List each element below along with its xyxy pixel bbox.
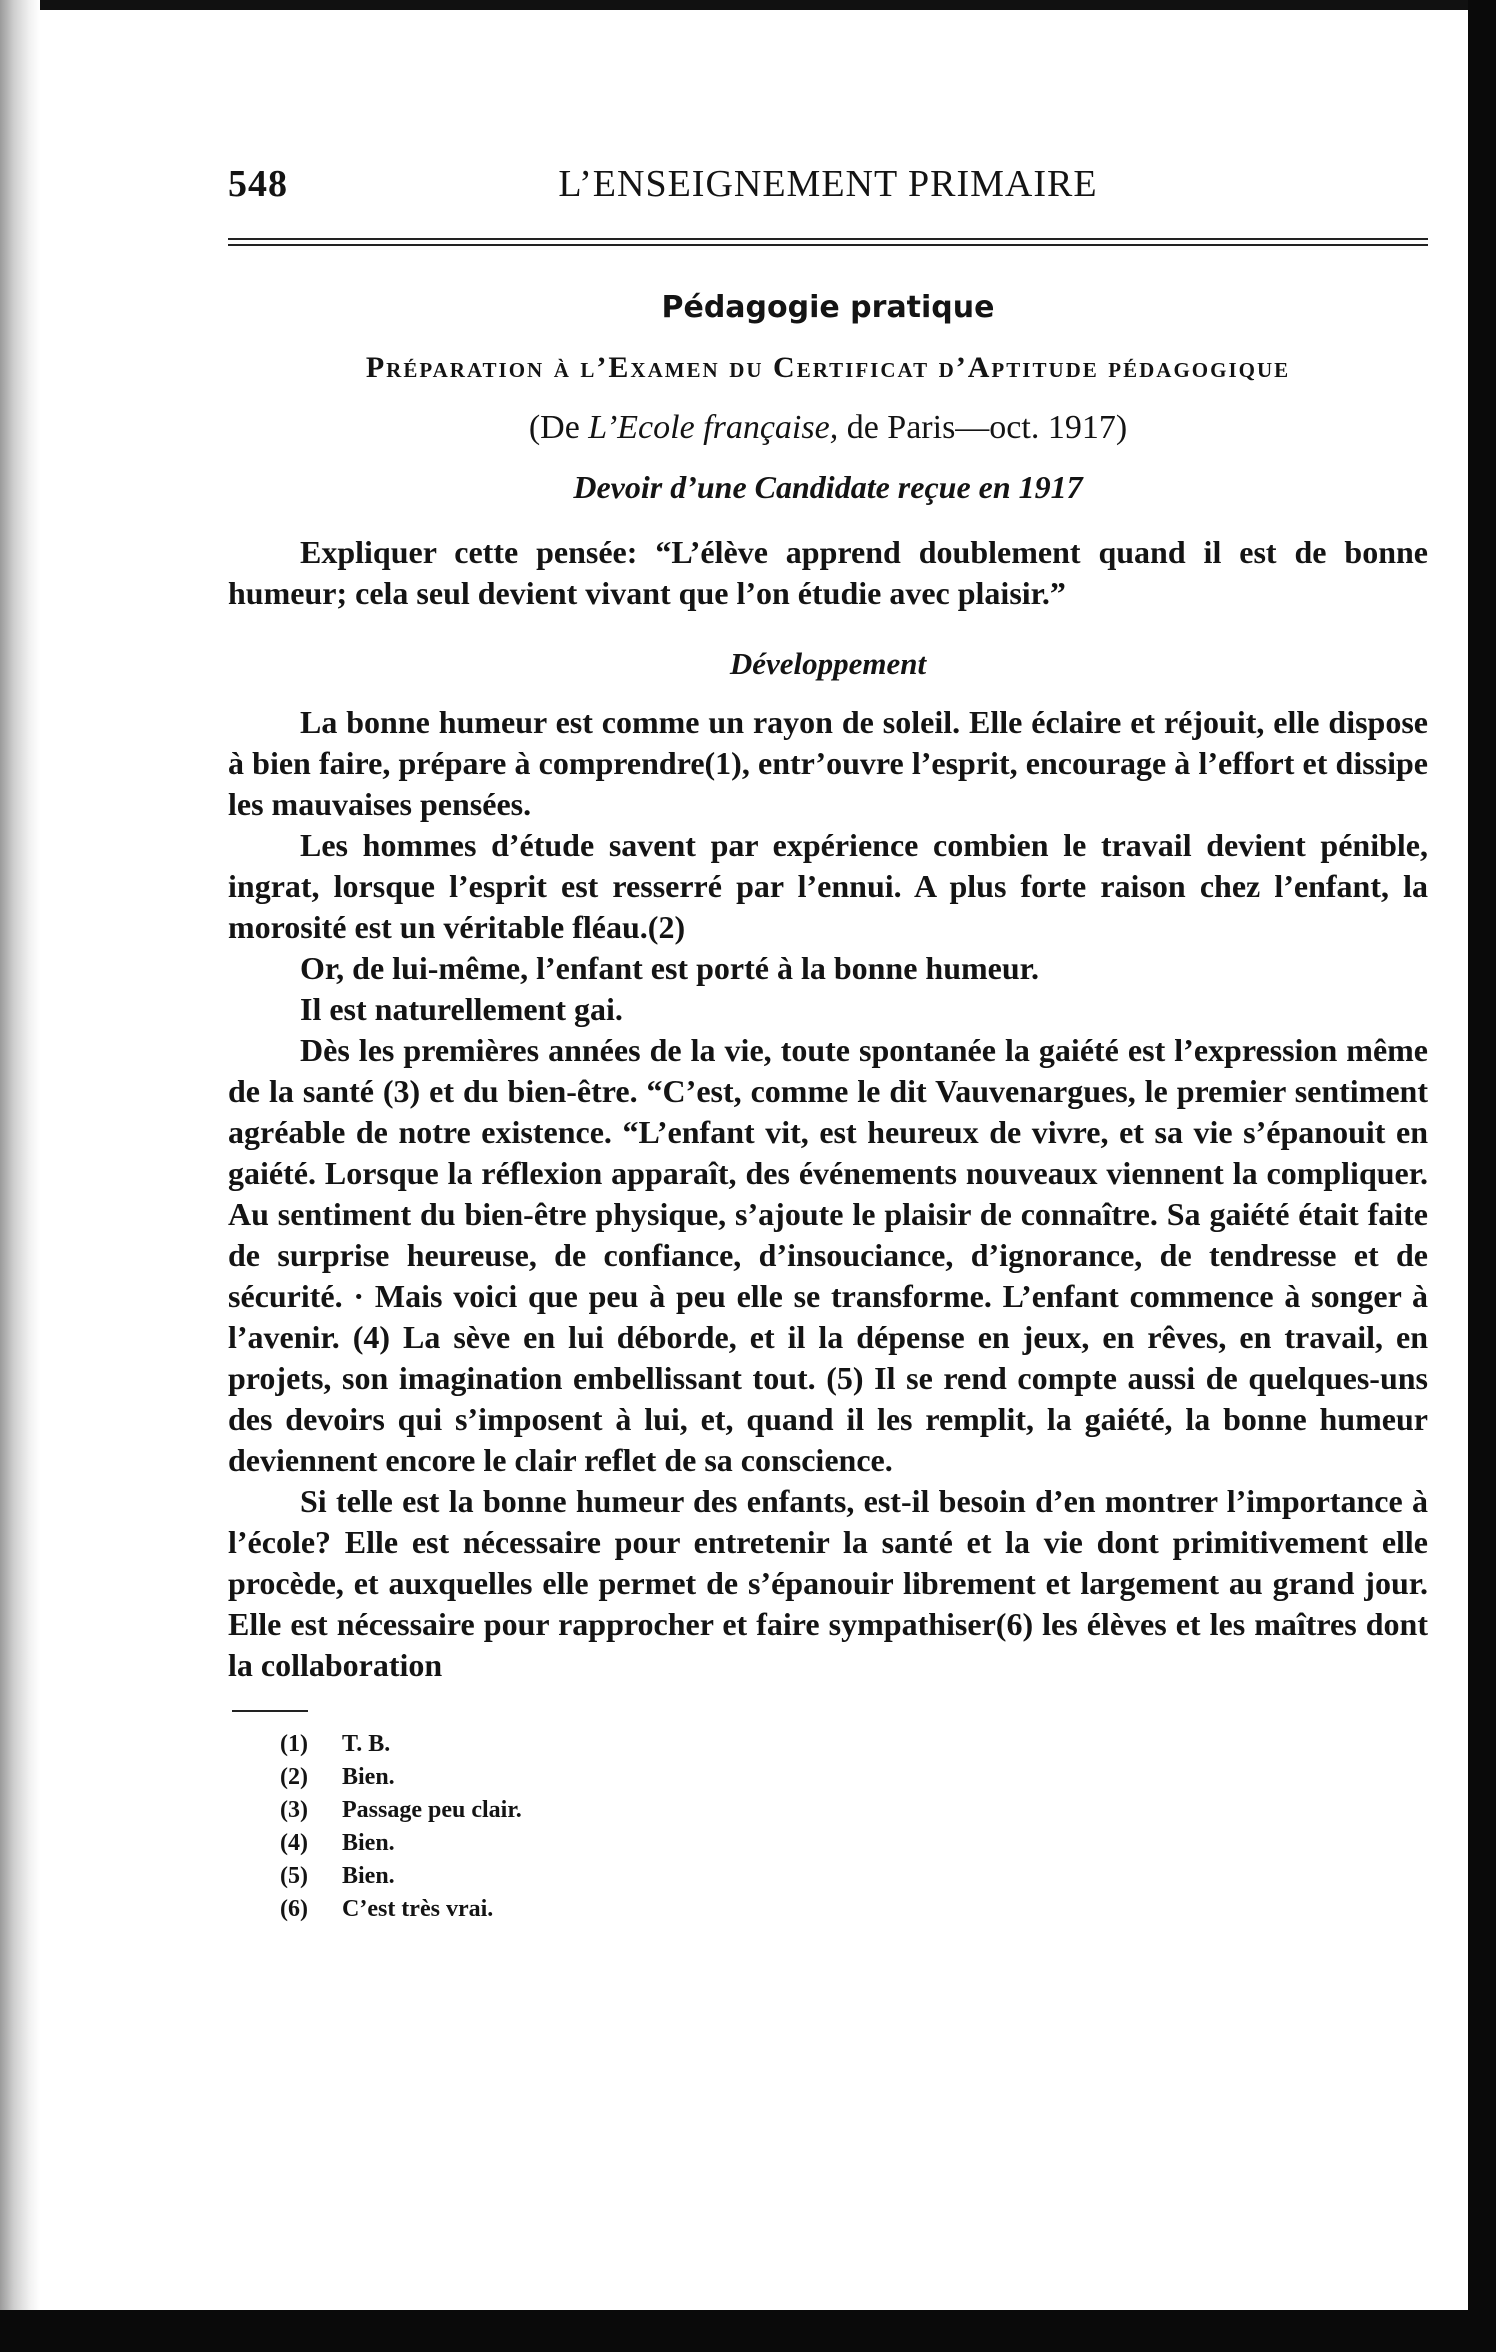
footnote-number: (6)	[280, 1896, 308, 1922]
paragraph: Or, de lui-même, l’enfant est porté à la bonne humeur.	[300, 950, 1039, 986]
footnote	[280, 1860, 1428, 1893]
paragraph: La bonne humeur est comme un rayon de soleil. Elle éclaire et réjouit, elle dispose à bien faire, prépare à comprendre(1), entr’ouvre l’esprit, encourage à l’effort et dissipe les mauvaises pensées.	[228, 704, 1428, 822]
running-title: L’ENSEIGNEMENT PRIMAIRE	[558, 163, 1098, 205]
footnote	[280, 1827, 1428, 1860]
footnote-rule	[232, 1710, 308, 1712]
footnote-number: (4)	[280, 1830, 308, 1856]
footnote-number: (2)	[280, 1764, 308, 1790]
document-page	[228, 150, 1428, 1926]
footnote-text: Bien.	[342, 1764, 395, 1790]
footnote-text: Bien.	[342, 1863, 395, 1889]
source-suffix: de Paris—oct. 1917)	[838, 409, 1128, 446]
development-heading: Développement	[729, 646, 927, 681]
scan-border-bottom	[0, 2310, 1496, 2352]
running-head	[228, 150, 1428, 210]
scan-border-right	[1468, 0, 1496, 2352]
devoir-line: Devoir d’une Candidate reçue en 1917	[573, 469, 1083, 505]
source-line	[228, 409, 1428, 447]
footnote-number: (5)	[280, 1863, 308, 1889]
page-number: 548	[228, 163, 288, 205]
footnote	[280, 1728, 1428, 1761]
source-publication: L’Ecole française,	[588, 409, 839, 446]
footnote-text: T. B.	[342, 1731, 391, 1757]
preparation-line: Préparation à l’Examen du Certificat d’Aptitude pédagogique	[365, 351, 1291, 384]
paragraph: Dès les premières années de la vie, toute spontanée la gaiété est l’expression même de la santé (3) et du bien-être. “C’est, comme le dit Vauvenargues, le premier sentiment agréable de notre existence. “L’enfant vit, est heureux de vivre, et sa vie s’épanouit en gaiété. Lorsque la réflexion apparaît, des événements nouveaux viennent la compliquer. Au sentiment du bien-être physique, s’ajoute le plaisir de connaître. Sa gaiété était faite de surprise heureuse, de confiance, d’insouciance, d’ignorance, de tendresse et de sécurité. · Mais voici que peu à peu elle se transforme. L’enfant commence à songer à l’avenir. (4) La sève en lui déborde, et il la dépense en jeux, en rêves, en travail, en projets, son imagination embellissant tout. (5) Il se rend compte aussi de quelques-uns des devoirs qui s’imposent à lui, et, quand il les remplit, la gaiété, la bonne humeur deviennent encore le clair reflet de sa conscience.	[228, 1032, 1428, 1478]
source-prefix: (De	[528, 409, 589, 446]
footnote-text: Passage peu clair.	[342, 1797, 522, 1823]
scan-border-top	[0, 0, 1496, 10]
body-text	[228, 702, 1428, 1686]
paragraph: Il est naturellement gai.	[300, 991, 623, 1027]
footnote	[280, 1893, 1428, 1926]
scan-border-left	[0, 0, 40, 2352]
footnote-number: (3)	[280, 1797, 308, 1823]
section-title: Pédagogie pratique	[661, 290, 995, 325]
footnote-text: Bien.	[342, 1830, 395, 1856]
footnote	[280, 1794, 1428, 1827]
footnote-number: (1)	[280, 1731, 308, 1757]
paragraph: Si telle est la bonne humeur des enfants, est-il besoin d’en montrer l’importance à l’école? Elle est nécessaire pour entretenir la santé et la vie dont primitivement elle procède, et auxquelles elle permet de s’épanouir librement et largement au grand jour. Elle est nécessaire pour rapprocher et faire sympathiser(6) les élèves et les maîtres dont la collaboration	[228, 1483, 1428, 1683]
header-double-rule	[228, 238, 1428, 246]
footnote	[280, 1761, 1428, 1794]
subject-statement: Expliquer cette pensée: “L’élève apprend doublement quand il est de bonne humeur; cela seul devient vivant que l’on étudie avec plaisir.”	[228, 534, 1428, 611]
footnotes	[280, 1728, 1428, 1926]
footnote-text: C’est très vrai.	[342, 1896, 494, 1922]
paragraph: Les hommes d’étude savent par expérience combien le travail devient pénible, ingrat, lorsque l’esprit est resserré par l’ennui. A plus forte raison chez l’enfant, la morosité est un véritable fléau.(2)	[228, 827, 1428, 945]
